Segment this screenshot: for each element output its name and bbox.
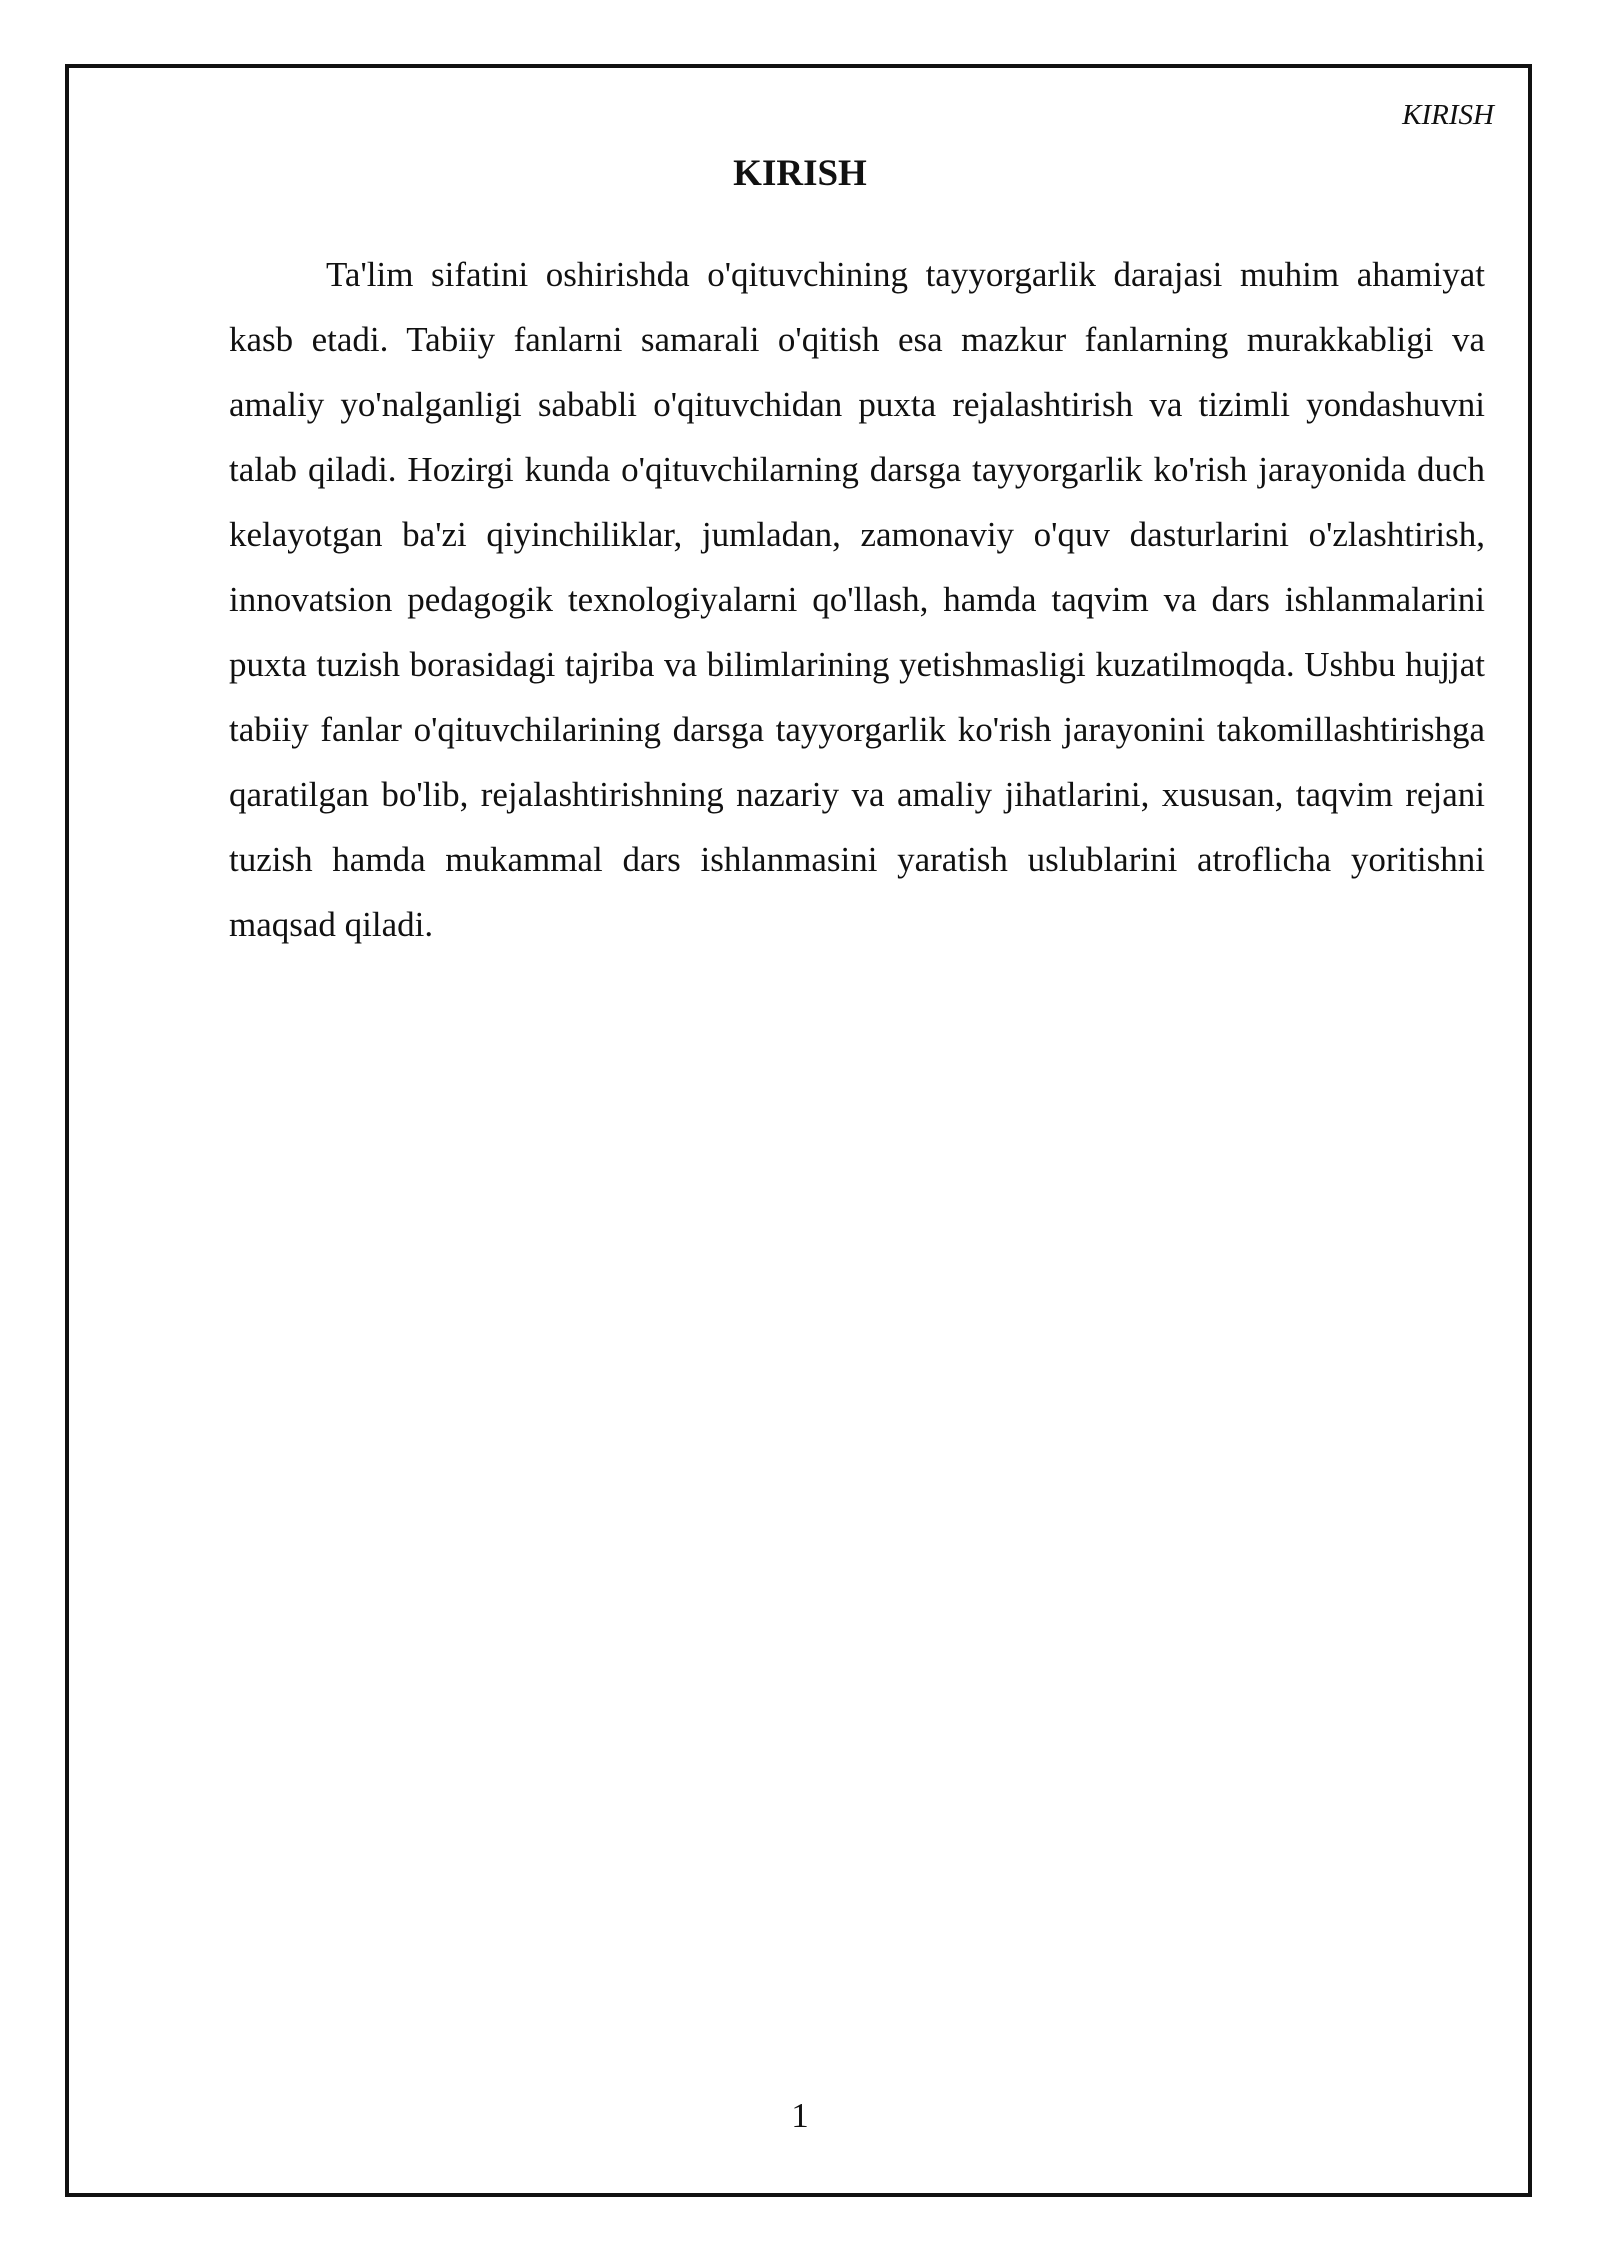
page-title: KIRISH — [733, 153, 867, 194]
running-header: KIRISH — [1402, 99, 1494, 131]
body-paragraph: Ta'lim sifatini oshirishda o'qituvchining tayyorgarlik darajasi muhim ahamiyat kasb etadi. Tabiiy fanlarni samarali o'qitish esa mazkur fanlarning murakkabligi va amaliy yo'nalganligi sababli o'qituvchidan puxta rejalashtirish va tizimli yondashuvni talab qiladi. Hozirgi kunda o'qituvchilarning darsga tayyorgarlik ko'rish jarayonida duch kelayotgan ba'zi qiyinchiliklar, jumladan, zamonaviy o'quv dasturlarini o'zlashtirish, innovatsion pedagogik texnologiyalarni qo'llash, hamda taqvim va dars ishlanmalarini puxta tuzish borasidagi tajriba va bilimlarining yetishmasligi kuzatilmoqda. Ushbu hujjat tabiiy fanlar o'qituvchilarining darsga tayyorgarlik ko'rish jarayonini takomillashtirishga qaratilgan bo'lib, rejalashtirishning nazariy va amaliy jihatlarini, xususan, taqvim rejani tuzish hamda mukammal dars ishlanmasini yaratish uslublarini atroflicha yoritishni maqsad qiladi. — [229, 255, 1485, 944]
page-number: 1 — [791, 2096, 809, 2135]
